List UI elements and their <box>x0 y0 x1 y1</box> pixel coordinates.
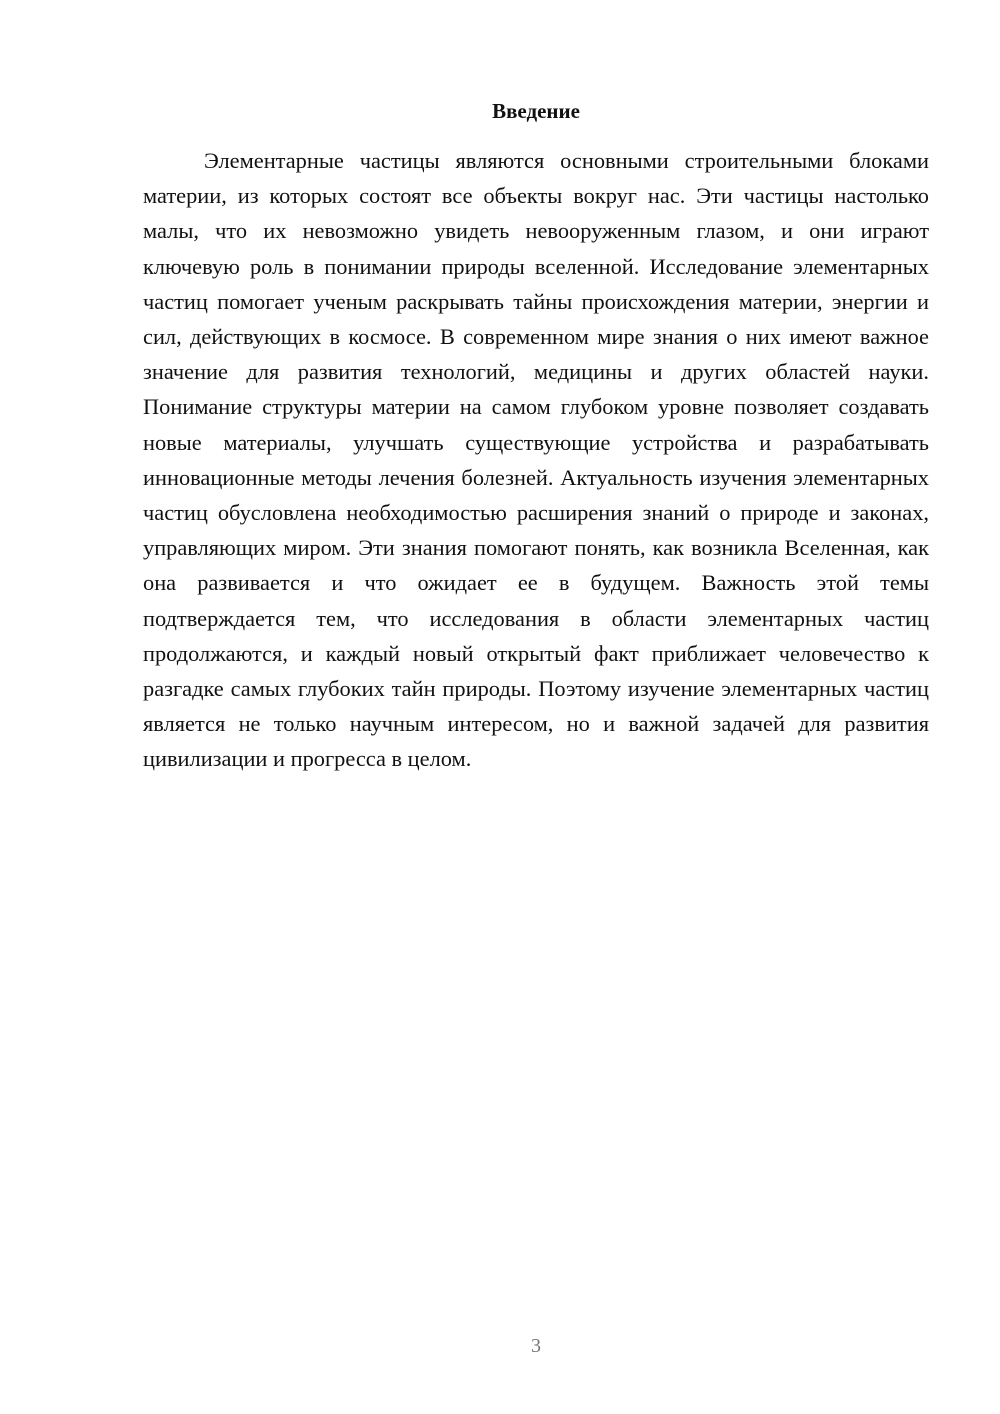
section-title: Введение <box>492 99 580 123</box>
page-number: 3 <box>531 1335 541 1357</box>
body-paragraph: Элементарные частицы являются основными строительными блоками материи, из которых состоят все объекты вокруг нас. Эти частицы настолько малы, что их невозможно увидеть невооруженным глазом, и они играют ключевую роль в понимании природы вселенной. Исследование элементарных частиц помогает ученым раскрывать тайны происхождения материи, энергии и сил, действующих в космосе. В современном мире знания о них имеют важное значение для развития технологий, медицины и других областей науки. Понимание структуры материи на самом глубоком уровне позволяет создавать новые материалы, улучшать существующие устройства и разрабатывать инновационные методы лечения болезней. Актуальность изучения элементарных частиц обусловлена необходимостью расширения знаний о природе и законах, управляющих миром. Эти знания помогают понять, как возникла Вселенная, как она развивается и что ожидает ее в будущем. Важность этой темы подтверждается тем, что исследования в области элементарных частиц продолжаются, и каждый новый открытый факт приближает человечество к разгадке самых глубоких тайн природы. Поэтому изучение элементарных частиц является не только научным интересом, но и важной задачей для развития цивилизации и прогресса в целом. <box>143 148 929 772</box>
